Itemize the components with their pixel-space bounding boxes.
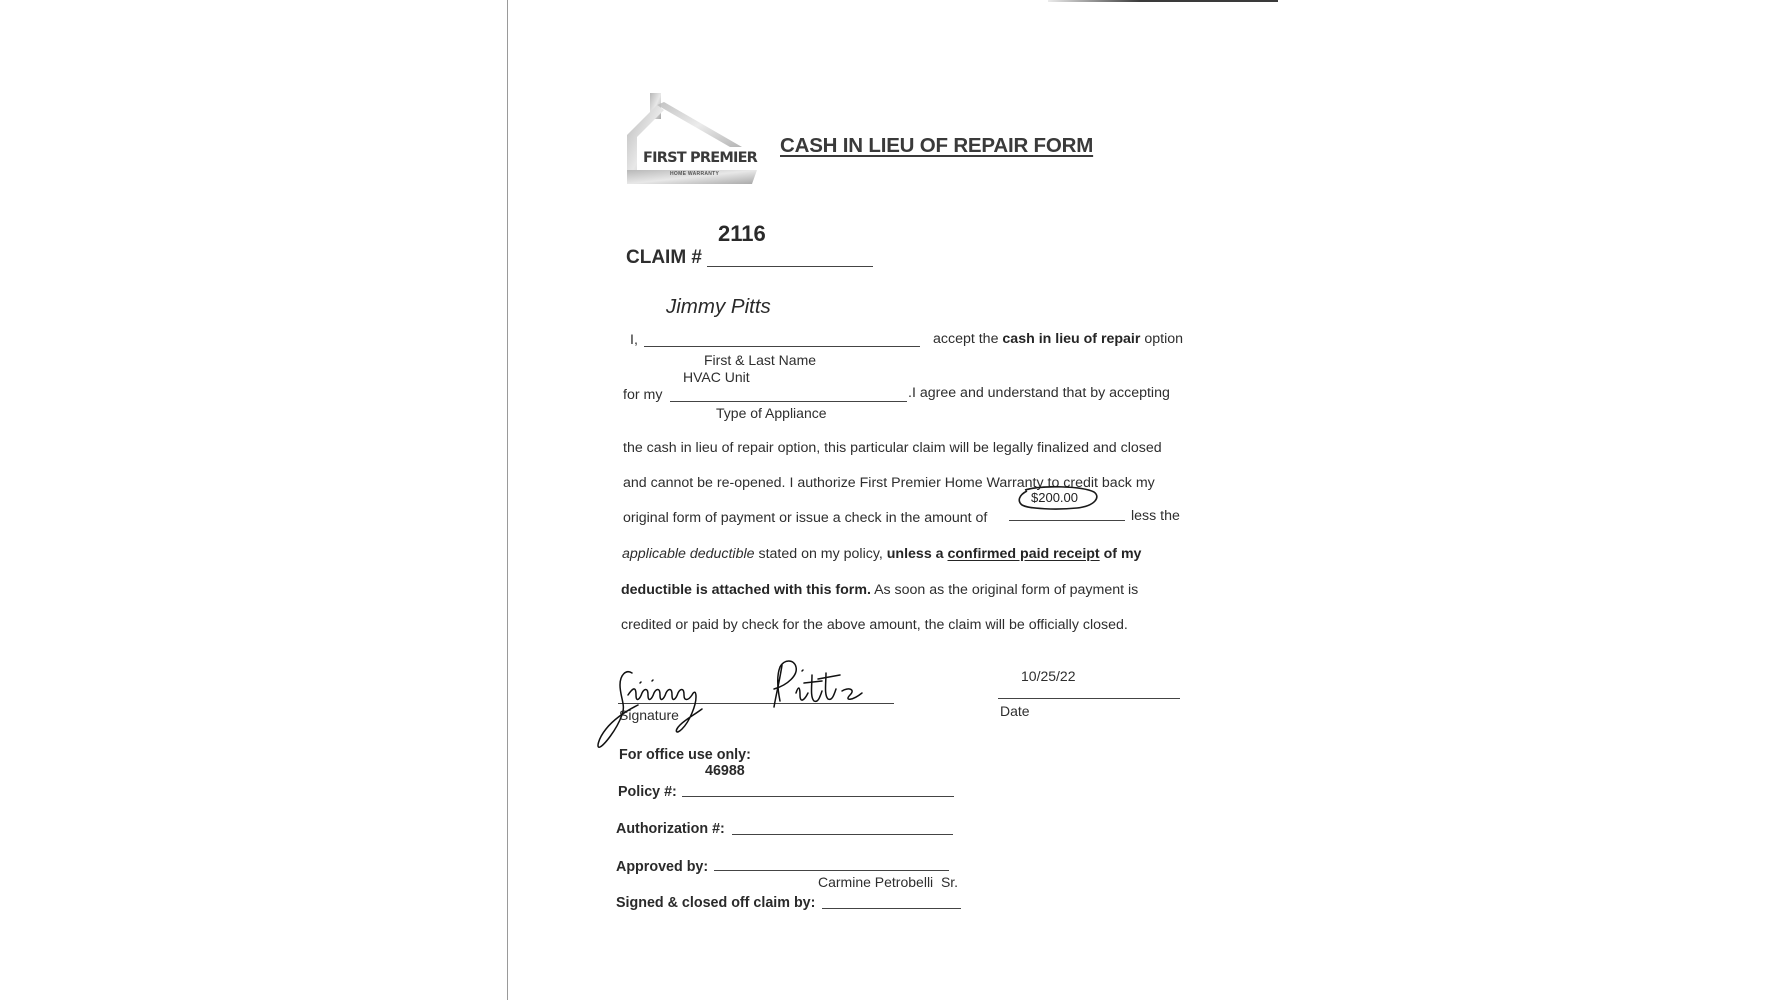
line1-prefix: I, xyxy=(630,332,638,348)
appliance-field-caption: Type of Appliance xyxy=(716,405,827,421)
paragraph-line-3-end: less the xyxy=(1131,508,1180,524)
appliance-suffix: .I agree and understand that by accepting xyxy=(908,385,1170,401)
company-logo xyxy=(624,90,764,186)
policy-number-label: Policy #: xyxy=(618,784,677,800)
paragraph-line-5 xyxy=(621,582,1138,598)
authorization-number-field-line[interactable] xyxy=(732,834,953,835)
scan-artifact-bar xyxy=(1048,0,1278,2)
line1-text-start: accept the xyxy=(933,331,999,347)
logo-brand-text: FIRST PREMIER xyxy=(643,150,758,166)
paragraph-line-2: and cannot be re-opened. I authorize First Premier Home Warranty to credit back my xyxy=(623,475,1155,491)
plain-text: As soon as the original form of payment is xyxy=(874,582,1139,598)
claim-number-label: CLAIM # xyxy=(626,247,702,268)
form-title: CASH IN LIEU OF REPAIR FORM xyxy=(780,134,1094,157)
plain-text: stated on my policy, xyxy=(758,546,883,562)
policy-number-value: 46988 xyxy=(705,763,745,779)
date-value: 10/25/22 xyxy=(1021,668,1076,684)
page-left-edge xyxy=(507,0,508,1000)
office-use-heading: For office use only: xyxy=(619,747,751,763)
authorization-number-label: Authorization #: xyxy=(616,821,725,837)
signature-label: Signature xyxy=(619,707,679,723)
approved-by-label: Approved by: xyxy=(616,859,709,875)
paragraph-line-6: credited or paid by check for the above amount, the claim will be officially closed. xyxy=(621,617,1128,633)
closed-by-field-line[interactable] xyxy=(822,908,961,909)
line1-text-end: option xyxy=(1144,331,1184,347)
name-field-caption: First & Last Name xyxy=(704,352,817,368)
date-label: Date xyxy=(1000,703,1030,719)
line1-text xyxy=(933,331,1183,347)
amount-field-line[interactable] xyxy=(1009,520,1125,521)
bold-text: deductible is attached with this form. xyxy=(621,582,871,598)
closed-by-label: Signed & closed off claim by: xyxy=(616,895,816,911)
paragraph-line-4 xyxy=(622,546,1141,562)
appliance-prefix: for my xyxy=(623,387,663,403)
paragraph-line-3-start: original form of payment or issue a check in the amount of xyxy=(623,510,988,526)
paragraph-line-1: the cash in lieu of repair option, this particular claim will be legally finalized and closed xyxy=(623,440,1162,456)
claim-number-field-line[interactable] xyxy=(707,266,873,267)
handwritten-signature xyxy=(590,655,910,755)
customer-name-value: Jimmy Pitts xyxy=(666,295,771,318)
line1-bold-text: cash in lieu of repair xyxy=(1002,331,1141,347)
appliance-value: HVAC Unit xyxy=(683,369,750,385)
logo-tagline: HOME WARRANTY xyxy=(670,171,720,177)
bold-text-end: of my xyxy=(1103,546,1142,562)
approver-name-value: Carmine Petrobelli Sr. xyxy=(818,874,959,890)
date-field-line[interactable] xyxy=(998,698,1180,699)
approved-by-field-line[interactable] xyxy=(714,870,949,871)
bold-text: unless a xyxy=(886,546,944,562)
customer-name-field-line[interactable] xyxy=(644,346,920,347)
amount-value: $200.00 xyxy=(1031,490,1078,505)
italic-text: applicable deductible xyxy=(622,546,755,562)
bold-underlined-text: confirmed paid receipt xyxy=(947,546,1100,562)
claim-number-value: 2116 xyxy=(718,221,766,246)
appliance-field-line[interactable] xyxy=(670,401,907,402)
policy-number-field-line[interactable] xyxy=(682,796,954,797)
